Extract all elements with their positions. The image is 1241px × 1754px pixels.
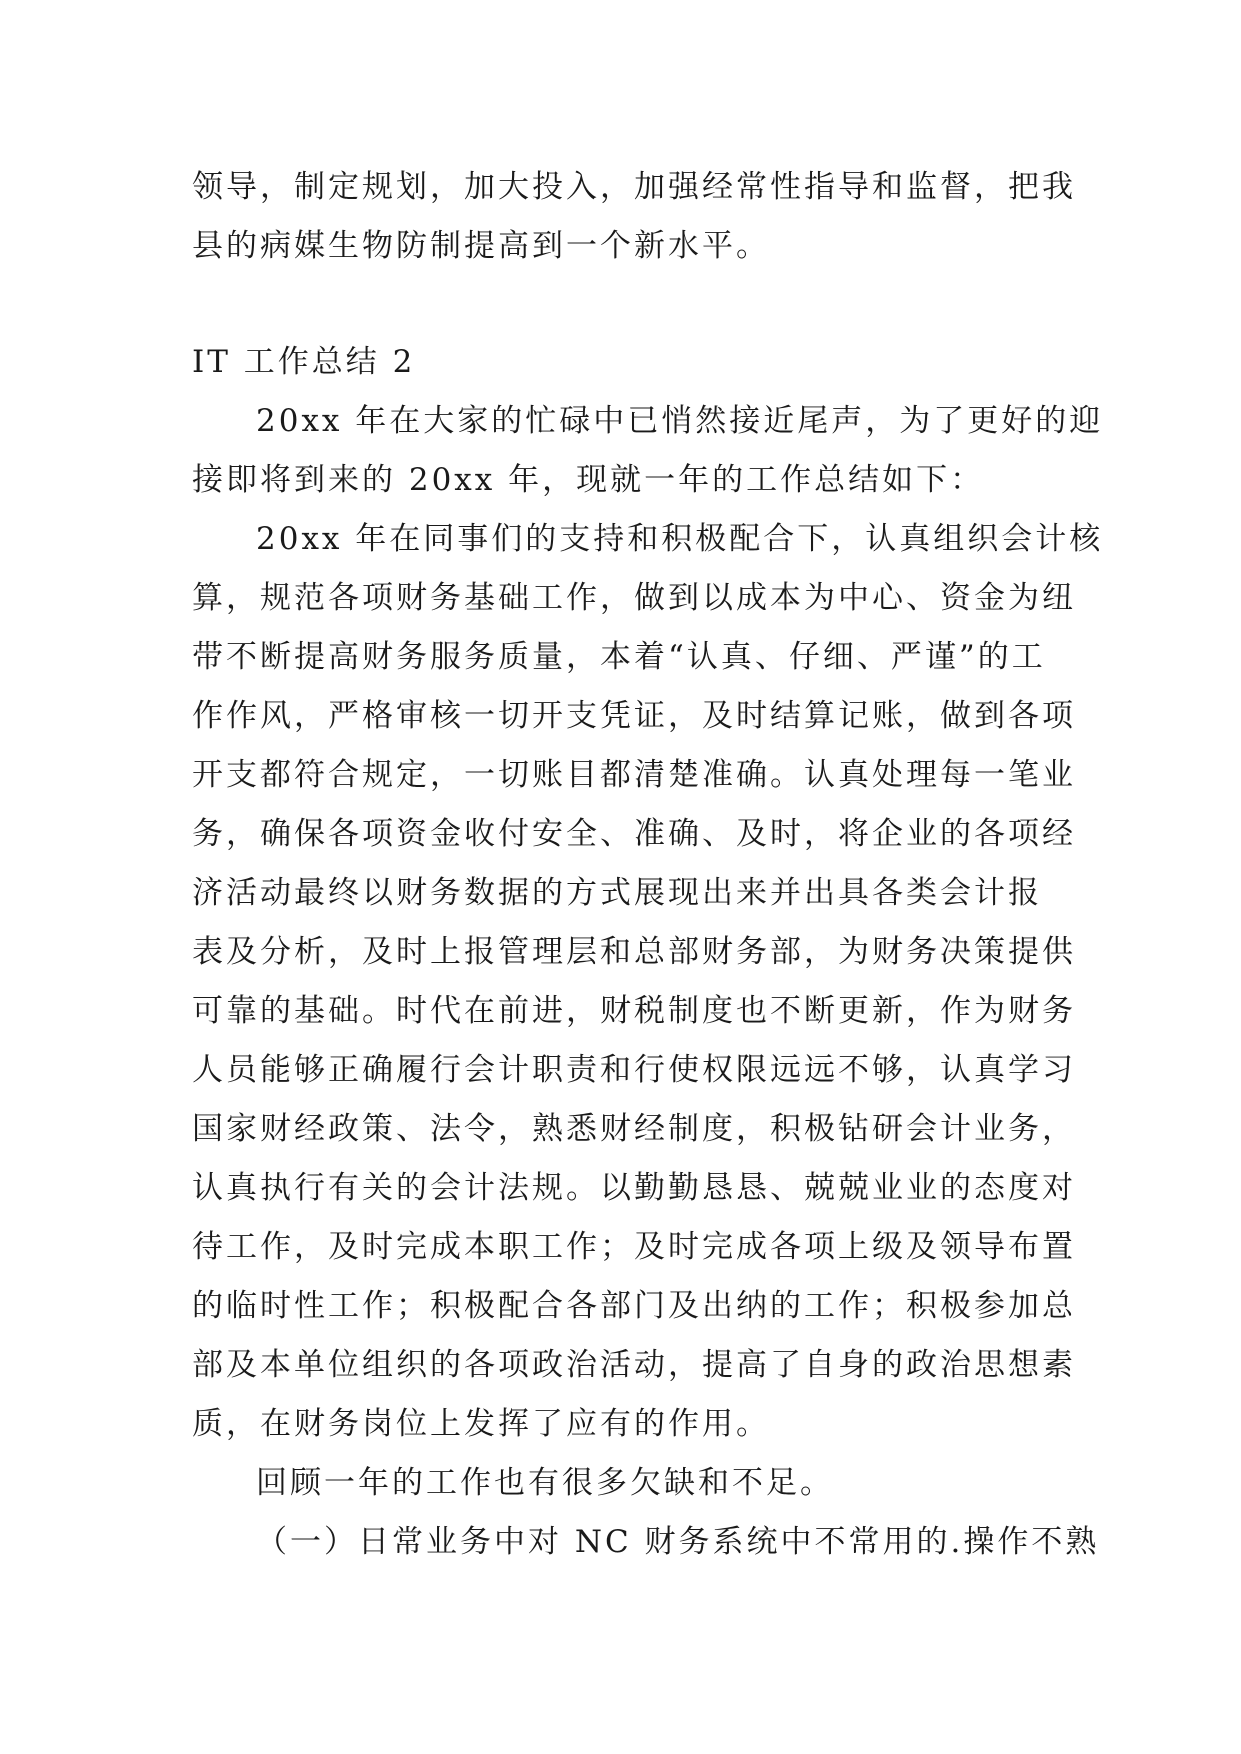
text-line: 带不断提高财务服务质量，本着“认真、仔细、严谨”的工 [192,639,1046,675]
text-line: 作作风，严格审核一切开支凭证，及时结算记账，做到各项 [192,698,1076,734]
section-heading: IT 工作总结 2 [192,344,416,380]
text-line: （一）日常业务中对 NC 财务系统中不常用的.操作不熟 [256,1524,1100,1560]
text-line: 可靠的基础。时代在前进，财税制度也不断更新，作为财务 [192,993,1076,1029]
text-line: 人员能够正确履行会计职责和行使权限远远不够，认真学习 [192,1052,1076,1088]
paragraph-review [192,1454,1052,1513]
text-line: 接即将到来的 20xx 年，现就一年的工作总结如下： [192,462,985,498]
text-line: 国家财经政策、法令，熟悉财经制度，积极钻研会计业务， [192,1111,1076,1147]
text-line: 县的病媒生物防制提高到一个新水平。 [192,228,770,264]
paragraph-intro-summary [192,392,1104,510]
text-line: 表及分析，及时上报管理层和总部财务部，为财务决策提供 [192,934,1076,970]
text-line: 开支都符合规定，一切账目都清楚准确。认真处理每一笔业 [192,757,1076,793]
text-line: 20xx 年在同事们的支持和积极配合下，认真组织会计核 [256,521,1104,557]
document-body [192,158,1104,1572]
text-line: 回顾一年的工作也有很多欠缺和不足。 [256,1465,834,1501]
text-line: 济活动最终以财务数据的方式展现出来并出具各类会计报 [192,875,1042,911]
text-line: 20xx 年在大家的忙碌中已悄然接近尾声，为了更好的迎 [256,403,1104,439]
paragraph-shortcomings [192,1513,1100,1572]
text-line: 的临时性工作；积极配合各部门及出纳的工作；积极参加总 [192,1288,1076,1324]
paragraph-gap [192,276,1052,333]
paragraph-work-details [192,510,1104,1454]
text-line: 部及本单位组织的各项政治活动，提高了自身的政治思想素 [192,1347,1076,1383]
text-line: 待工作，及时完成本职工作；及时完成各项上级及领导布置 [192,1229,1076,1265]
text-line: 认真执行有关的会计法规。以勤勤恳恳、兢兢业业的态度对 [192,1170,1076,1206]
text-line: 领导，制定规划，加大投入，加强经常性指导和监督，把我 [192,169,1076,205]
text-line: 务，确保各项资金收付安全、准确、及时，将企业的各项经 [192,816,1076,852]
intro-paragraph [192,158,1076,276]
text-line: 算，规范各项财务基础工作，做到以成本为中心、资金为纽 [192,580,1076,616]
text-line: 质，在财务岗位上发挥了应有的作用。 [192,1406,770,1442]
